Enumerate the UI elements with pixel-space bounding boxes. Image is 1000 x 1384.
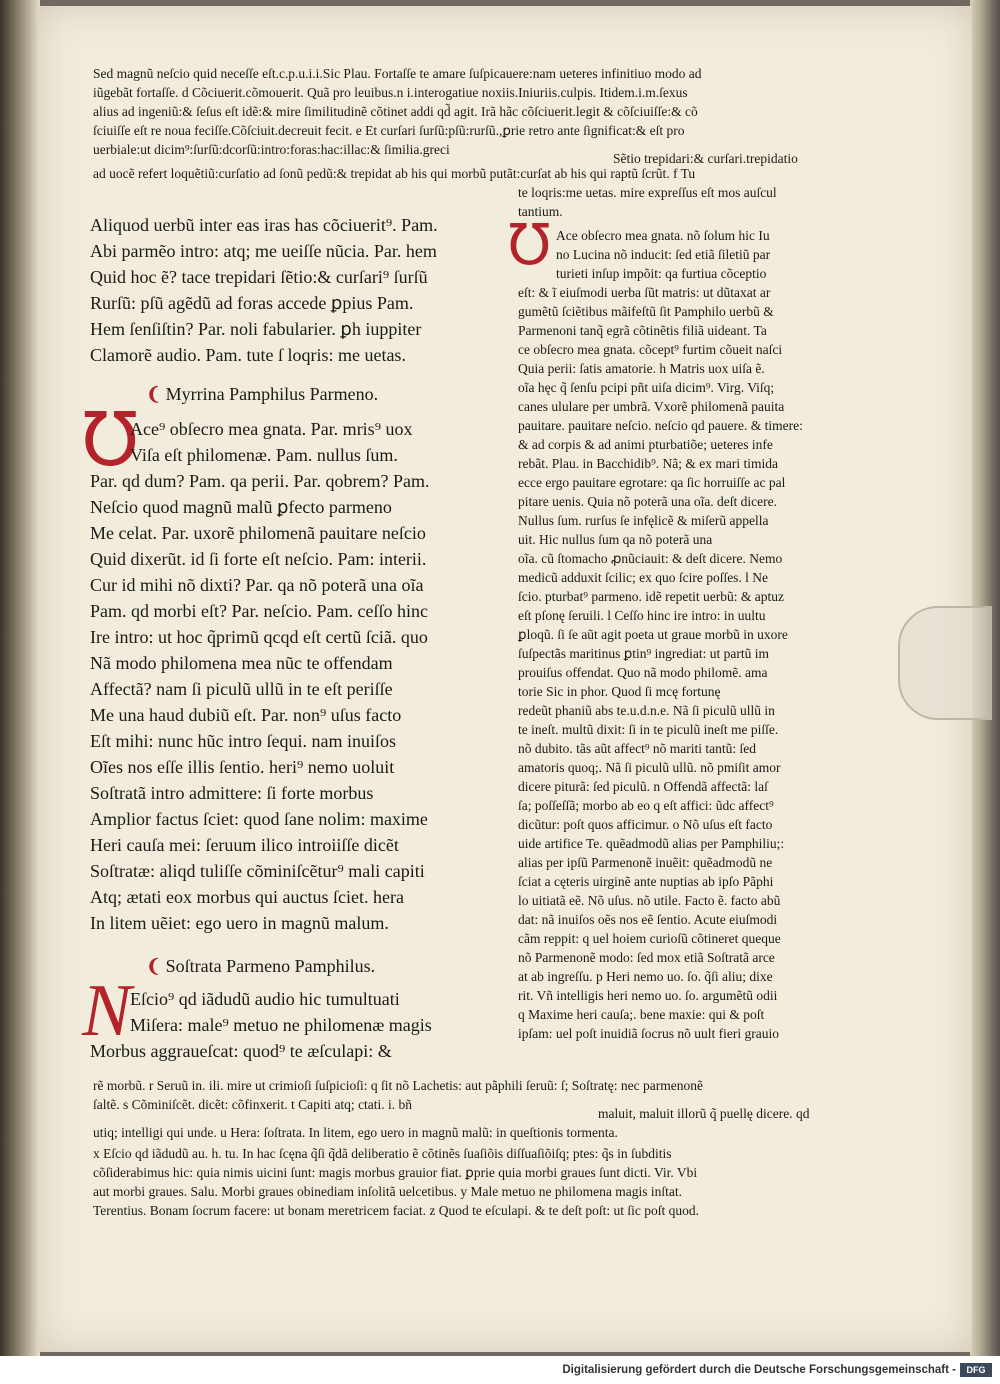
commentary-line: Sed magnũ neſcio quid neceſſe eſt.c.p.u.i.i.Sic Plau. Fortaſſe te amare ſuſpicauere:nam ueteres infinitiuo modo ad — [93, 66, 702, 81]
paragraph-mark-icon: ❨ — [146, 956, 162, 976]
commentary-line: canes ululare per umbrã. Vxorẽ philomenã pauita — [518, 399, 785, 414]
commentary-line: dicere piturã: ſed piculũ. n Offendã affectã: laſ — [518, 779, 768, 794]
verse-line: Me celat. Par. uxorẽ philomenã pauitare neſcio — [90, 523, 426, 543]
red-initial-icon: N — [82, 970, 132, 1052]
commentary-line: cõſiderabimus hic: quia nimis uicini ſunt: magis morbus grauior fiat. ꝑprie quia morbi graues ſunt dicti. Vir. Vbi — [93, 1165, 698, 1180]
verse-line: Miſera: male⁹ metuo ne philomenæ magis — [130, 1015, 432, 1035]
commentary-line: ſuſpectãs maritinus ꝑtin⁹ ingrediat: ut partũ im — [518, 646, 769, 661]
commentary-line: Terentius. Bonam ſocrum facere: ut bonam meretricem faciat. z Quod te eſculapi. & te deſt poſt: ut ſic poſt quod. — [93, 1203, 699, 1218]
commentary-line: rit. Vñ intelligis heri nemo uo. ſo. argumẽtũ odii — [518, 988, 778, 1003]
commentary-line: te ineſt. multũ dixit: ſi in te piculũ ineſt me piſſe. — [518, 722, 779, 737]
commentary-line: ſa; poſſeſſã; morbo ab eo q eſt affici: ũdc affect⁹ — [518, 798, 774, 813]
commentary-line: maluit, maluit illorũ q̃ puellę dicere. qd — [598, 1106, 810, 1121]
commentary-line: alius ad ingeniũ:& ſeſus eſt idẽ:& mire ſimilitudinẽ cõtinet addi qd̃ agit. Irã hãc cõſciuerit.legit & cõſciuiſſe:& cõ — [93, 104, 698, 119]
verse-line: Abi parmẽo intro: atq; me ueiſſe nũcia. Par. hem — [90, 241, 437, 261]
commentary-line: oĩa hęc q̃ ſenſu pcipi pñt uiſa dicim⁹. Virg. Viſq; — [518, 380, 775, 395]
commentary-line: torie Sic in phor. Quod ſi mcę fortunę — [518, 684, 721, 699]
verse-line: Oĩes nos eſſe illis ſentio. heri⁹ nemo uoluit — [90, 757, 395, 777]
commentary-line: oĩa. cũ ſtomacho ꝓnũciauit: & deſt dicere. Nemo — [518, 551, 783, 566]
scene-heading — [146, 956, 375, 977]
verse-line: Soſtratã intro admittere: ſi forte morbus — [90, 783, 374, 803]
commentary-line: aut morbi graues. Salu. Morbi graues obinediam inſolitã uelcetibus. y Male metuo ne philomena magis inſtat. — [93, 1184, 682, 1199]
commentary-line: te loqris:me uetas. mire expreſſus eſt mos auſcul — [518, 185, 777, 200]
commentary-line: utiq; intelligi qui unde. u Hera: ſoſtrata. In litem, ego uero in magnũ malũ: in queſtionis tormenta. — [93, 1125, 618, 1140]
verse-line: Eſt mihi: nunc hũc intro ſequi. nam inuiſos — [90, 731, 396, 751]
verse-line: Quid dixerũt. id ſi forte eſt neſcio. Pam: interii. — [90, 549, 427, 569]
commentary-line: no Lucina nõ inducit: ſed etiã ſiletiũ par — [556, 247, 771, 262]
verse-line: Me una haud dubiũ eſt. Par. non⁹ uſus facto — [90, 705, 402, 725]
verse-line: Pam. qd morbi eſt? Par. neſcio. Pam. ceſſo hinc — [90, 601, 428, 621]
verse-line: Aliquod uerbũ inter eas iras has cõciuerit⁹. Pam. — [90, 215, 438, 235]
commentary-line: nõ dubito. tãs aũt affect⁹ nõ mariti tantũ: ſed — [518, 741, 757, 756]
verse-line: Eſcio⁹ qd iãdudũ audio hic tumultuati — [130, 989, 400, 1009]
commentary-line: ſciuiſſe eſt re noua feciſſe.Cõſciuit.decreuit fecit. e Et curſari ſurſũ:pſũ:rurſũ.,ꝑrie retro ante ſignificat:& eſt pro — [93, 123, 685, 138]
footer-bar — [0, 1356, 1000, 1384]
verse-line: Viſa eſt philomenæ. Pam. nullus ſum. — [130, 445, 398, 465]
commentary-line: eſt: & ĩ eiuſmodi uerba ſũt matris: ut dũtaxat ar — [518, 285, 771, 300]
commentary-line: alias per ipſũ Parmenonẽ inuẽit: quẽadmodũ ne — [518, 855, 773, 870]
commentary-line: turieti inſup impõit: qa furtiua cõceptio — [556, 266, 767, 281]
dfg-logo-icon: DFG — [960, 1363, 992, 1377]
commentary-line: eſt pſonę ſeruili. l Ceſſo hinc ire intro: in uultu — [518, 608, 766, 623]
book-page — [38, 6, 972, 1352]
red-initial-icon: ℧ — [82, 400, 139, 482]
commentary-line: rẽ morbũ. r Seruũ in. ili. mire ut crimioſi ſuſpicioſi: q ſit nõ Lachetis: aut pãphili ſeruũ: ſ; Soſtratę: nec parmenonẽ — [93, 1078, 703, 1093]
commentary-line: ipſam: uel poſt inuidiã ſocrus nõ uult fieri grauio — [518, 1026, 779, 1041]
verse-line: Atq; ætati eox morbus qui auctus ſciet. hera — [90, 887, 404, 907]
commentary-line: q Maxime heri cauſa;. bene maxie: qui & poſt — [518, 1007, 765, 1022]
commentary-line: Quia perii: ſatis amatorie. h Matris uox uiſa ẽ. — [518, 361, 765, 376]
verse-line: In litem uẽiet: ego uero in magnũ malum. — [90, 913, 389, 933]
verse-line: Par. qd dum? Pam. qa perii. Par. qobrem? Pam. — [90, 471, 430, 491]
verse-line: Heri cauſa mei: ſeruum ilico introiiſſe dicẽt — [90, 835, 399, 855]
commentary-line: ſaltẽ. s Cõminiſcẽt. dicẽt: cõfinxerit. t Capiti atq; ctati. i. bñ — [93, 1097, 413, 1112]
commentary-line: uit. Hic nullus ſum qa nõ poterã una — [518, 532, 713, 547]
commentary-line: Ace obſecro mea gnata. nõ ſolum hic Iu — [556, 228, 770, 243]
commentary-line: Sẽtio trepidari:& curſari.trepidatio — [613, 151, 798, 166]
commentary-line: Nullus ſum. rurſus ſe infęlicẽ & miſerũ appella — [518, 513, 769, 528]
commentary-line: nõ Parmenonẽ modo: ſed mox etiã Soſtratã arce — [518, 950, 775, 965]
commentary-line: prouiſus offendat. Quo nã modo philomẽ. ama — [518, 665, 768, 680]
commentary-line: cãm reppit: q uel hoiem curioſũ cõtineret queque — [518, 931, 781, 946]
commentary-line: dicũtur: poſt quos afficimur. o Nõ uſus eſt facto — [518, 817, 773, 832]
commentary-line: pauitare. pauitare neſcio. neſcio qd pauere. & timere: — [518, 418, 803, 433]
scene-heading-text: Soſtrata Parmeno Pamphilus. — [165, 956, 376, 976]
commentary-line: ecce ergo pauitare egrotare: qa ſic horruiſſe ac pal — [518, 475, 786, 490]
verse-line: Neſcio quod magnũ malũ ꝑfecto parmeno — [90, 497, 392, 517]
commentary-line: ad uocẽ refert loquẽtiũ:curſatio ad ſonũ pedũ:& trepidat ab his qui morbũ putãt:curſat ab his qui raptũ ſcrũt. f Tu — [93, 166, 696, 181]
verse-line: Amplior factus ſciet: quod ſane nolim: maxime — [90, 809, 428, 829]
commentary-line: uerbiale:ut dicim⁹:ſurſũ:dcorſũ:intro:foras:hac:illac:& ſimilia.greci — [93, 142, 450, 157]
verse-line: Ace⁹ obſecro mea gnata. Par. mris⁹ uox — [130, 419, 413, 439]
verse-line: Soſtratæ: aliqd tuliſſe cõminiſcẽtur⁹ mali capiti — [90, 861, 425, 881]
red-initial-icon: ℧ — [508, 215, 551, 277]
verse-line: Clamorẽ audio. Pam. tute ſ loqris: me uetas. — [90, 345, 406, 365]
commentary-line: x Eſcio qd iãdudũ au. h. tu. In hac ſcęna q̃ſi q̃dã deliberatio ẽ cõtinẽs ſuaſiõis diſſuaſiõiſq; ptes: q̃s in ſubditis — [93, 1146, 672, 1161]
commentary-line: lo uitiatã eẽ. Nõ uſus. nõ utile. Facto ẽ. facto abũ — [518, 893, 781, 908]
paragraph-mark-icon: ❨ — [146, 384, 162, 404]
commentary-line: medicũ adduxit ſcilic; ex quo ſcire poſſes. l Ne — [518, 570, 769, 585]
commentary-line: Parmenoni tanq̃ egrã cõtinẽtis filiã uideant. Ta — [518, 323, 767, 338]
verse-line: Ire intro: ut hoc q̃primũ qcqd eſt certũ ſciã. quo — [90, 627, 428, 647]
commentary-line: at ab ingreſſu. p Heri nemo uo. ſo. q̃ſi aliu; dixe — [518, 969, 773, 984]
verse-line: Cur id mihi nõ dixti? Par. qa nõ poterã una oĩa — [90, 575, 424, 595]
scene-heading-text: Myrrina Pamphilus Parmeno. — [165, 384, 379, 404]
commentary-line: amatoris quoq;. Nã ſi piculũ ullũ. nõ pmiſit amor — [518, 760, 781, 775]
verse-line: Affectã? nam ſi piculũ ullũ in te eſt periſſe — [90, 679, 393, 699]
commentary-line: iũgebãt fortaſſe. d Cõciuerit.cõmouerit. Quã pro leuibus.n i.interogatiue noxiis.Iniuriis.culpis. Itidem.i.m.ſexus — [93, 85, 688, 100]
commentary-line: ſciat a cęteris uirginẽ ante nuptias ab ipſo Pãphi — [518, 874, 774, 889]
commentary-line: uide artifice Te. quẽadmodũ alias per Pamphiliu;: — [518, 836, 785, 851]
commentary-line: ce obſecro mea gnata. cõcept⁹ furtim cõueit naſci — [518, 342, 783, 357]
verse-line: Nã modo philomena mea nũc te offendam — [90, 653, 393, 673]
funding-credit: Digitalisierung gefördert durch die Deutsche Forschungsgemeinschaft - — [562, 1364, 956, 1376]
commentary-line: & ad corpis & ad animi pturbatiõe; ueteres infe — [518, 437, 773, 452]
verse-line: Rurſũ: pſũ agẽdũ ad foras accede ꝑpius Pam. — [90, 293, 414, 313]
commentary-line: tantium. — [518, 204, 563, 219]
commentary-line: gumẽtũ ſciẽtibus mãifeſtũ ſit Pamphilo uerbũ & — [518, 304, 774, 319]
commentary-line: redeũt phaniũ abs te.u.d.n.e. Nã ſi piculũ ullũ in — [518, 703, 775, 718]
commentary-line: rebãt. Plau. in Bacchidib⁹. Nã; & ex mari timida — [518, 456, 779, 471]
commentary-line: ꝑloqũ. ſi ſe aũt agit poeta ut graue morbũ in uxore — [518, 627, 788, 642]
commentary-line: dat: nã inuiſos oẽs nos eẽ ſentio. Acute eiuſmodi — [518, 912, 778, 927]
verse-line: Quid hoc ẽ? tace trepidari ſẽtio:& curſari⁹ ſurſũ — [90, 267, 428, 287]
commentary-line: ſcio. pturbat⁹ parmeno. idẽ repetit uerbũ: & aptuz — [518, 589, 784, 604]
verse-line: Hem ſenſiſtin? Par. noli fabularier. ꝑh iuppiter — [90, 319, 422, 339]
scene-heading — [146, 384, 378, 405]
verse-line: Morbus aggraueſcat: quod⁹ te æſculapi: & — [90, 1041, 392, 1061]
book-spine-edge — [0, 0, 40, 1356]
commentary-line: pitare uenis. Quia nõ poterã una oĩa. deſt dicere. — [518, 494, 778, 509]
